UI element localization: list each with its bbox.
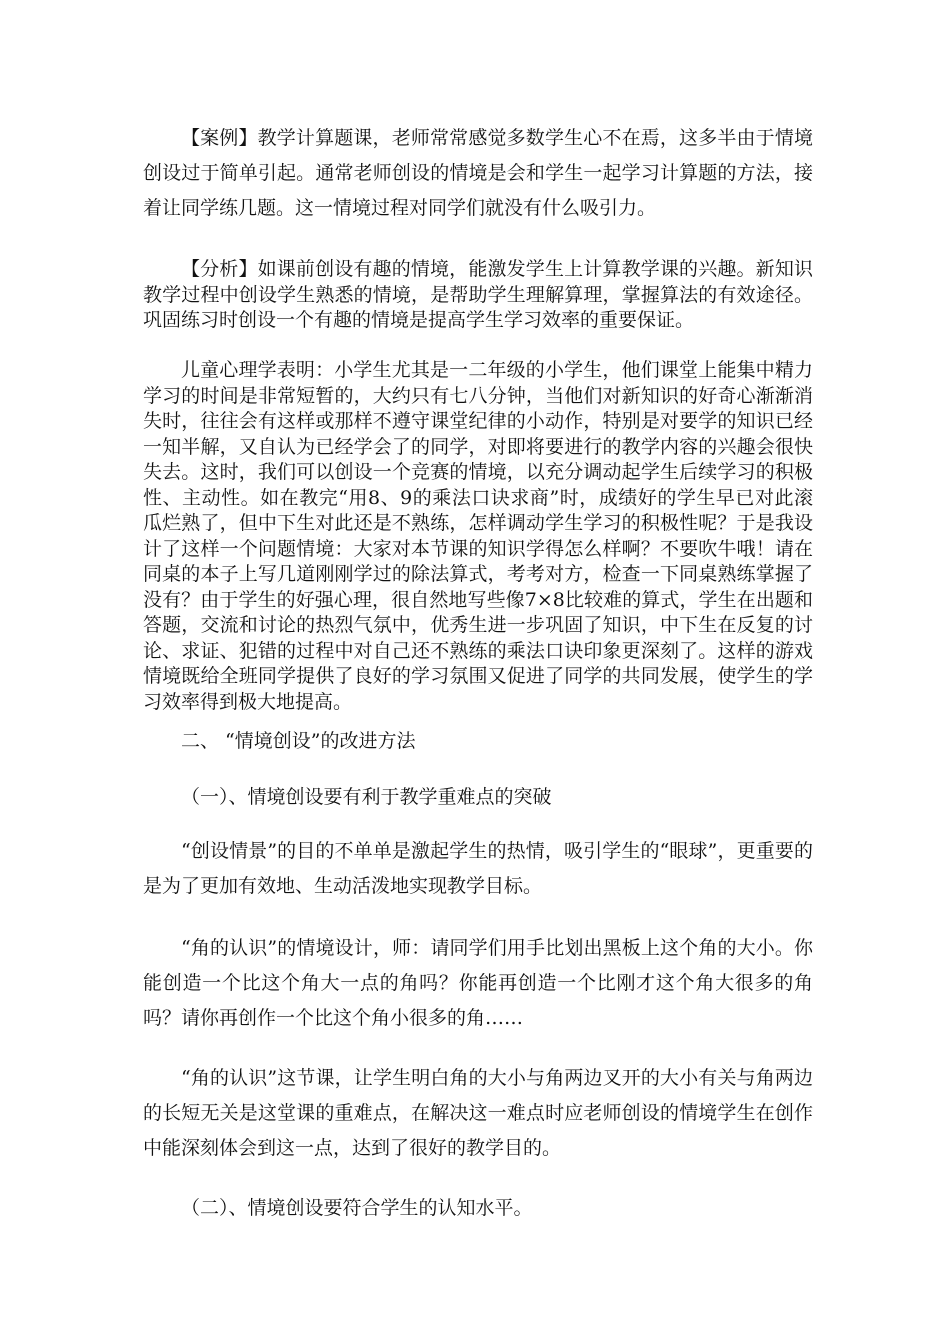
paragraph-analysis: 【分析】如课前创设有趣的情境，能激发学生上计算教学课的兴趣。新知识教学过程中创设学生熟悉的情境，是帮助学生理解算理，掌握算法的有效途径。巩固练习时创设一个有趣的情境是提高学生学习效率的重要保证。 bbox=[143, 258, 813, 331]
subsection-heading-two: （二）、情境创设要符合学生的认知水平。 bbox=[181, 1197, 533, 1219]
paragraph-child-psychology: 儿童心理学表明：小学生尤其是一二年级的小学生，他们课堂上能集中精力学习的时间是非常短暂的，大约只有七八分钟，当他们对新知识的好奇心渐渐消失时，往往会有这样或那样不遵守课堂纪律的小动作，特别是对要学的知识已经一知半解，又自认为已经学会了的同学，对即将要进行的教学内容的兴趣会很快失去。这时，我们可以创设一个竞赛的情境，以充分调动起学生后续学习的积极性、主动性。如在教完“用8、9的乘法口诀求商”时，成绩好的学生早已对此滚瓜烂熟了，但中下生对此还是不熟练，怎样调动学生学习的积极性呢？于是我设计了这样一个问题情境：大家对本节课的知识学得怎么样啊？不要吹牛哦！请在同桌的本子上写几道刚刚学过的除法算式，考考对方，检查一下同桌熟练掌握了没有？由于学生的好强心理，很自然地写些像7×8比较难的算式，学生在出题和答题，交流和讨论的热烈气氛中，优秀生进一步巩固了知识，中下生在反复的讨论、求证、犯错的过程中对自己还不熟练的乘法口诀印象更深刻了。这样的游戏情境既给全班同学提供了良好的学习氛围又促进了同学的共同发展，使学生的学习效率得到极大地提高。 bbox=[143, 359, 813, 713]
section-heading-improvement: 二、 “情境创设”的改进方法 bbox=[181, 730, 416, 752]
paragraph-case: 【案例】教学计算题课，老师常常感觉多数学生心不在焉，这多半由于情境创设过于简单引起。通常老师创设的情境是会和学生一起学习计算题的方法，接着让同学练几题。这一情境过程对同学们就没有什么吸引力。 bbox=[143, 127, 813, 219]
subsection-heading-one: （一）、情境创设要有利于教学重难点的突破 bbox=[181, 786, 552, 808]
paragraph-angle-lesson: “角的认识”这节课，让学生明白角的大小与角两边叉开的大小有关与角两边的长短无关是这堂课的重难点，在解决这一难点时应老师创设的情境学生在创作中能深刻体会到这一点，达到了很好的教学目的。 bbox=[143, 1067, 813, 1159]
paragraph-scenario-purpose: “创设情景”的目的不单单是激起学生的热情，吸引学生的“眼球”，更重要的是为了更加有效地、生动活泼地实现教学目标。 bbox=[143, 840, 813, 897]
paragraph-angle-design: “角的认识”的情境设计，师：请同学们用手比划出黑板上这个角的大小。你能创造一个比这个角大一点的角吗？你能再创造一个比刚才这个角大很多的角吗？请你再创作一个比这个角小很多的角…… bbox=[143, 937, 813, 1029]
